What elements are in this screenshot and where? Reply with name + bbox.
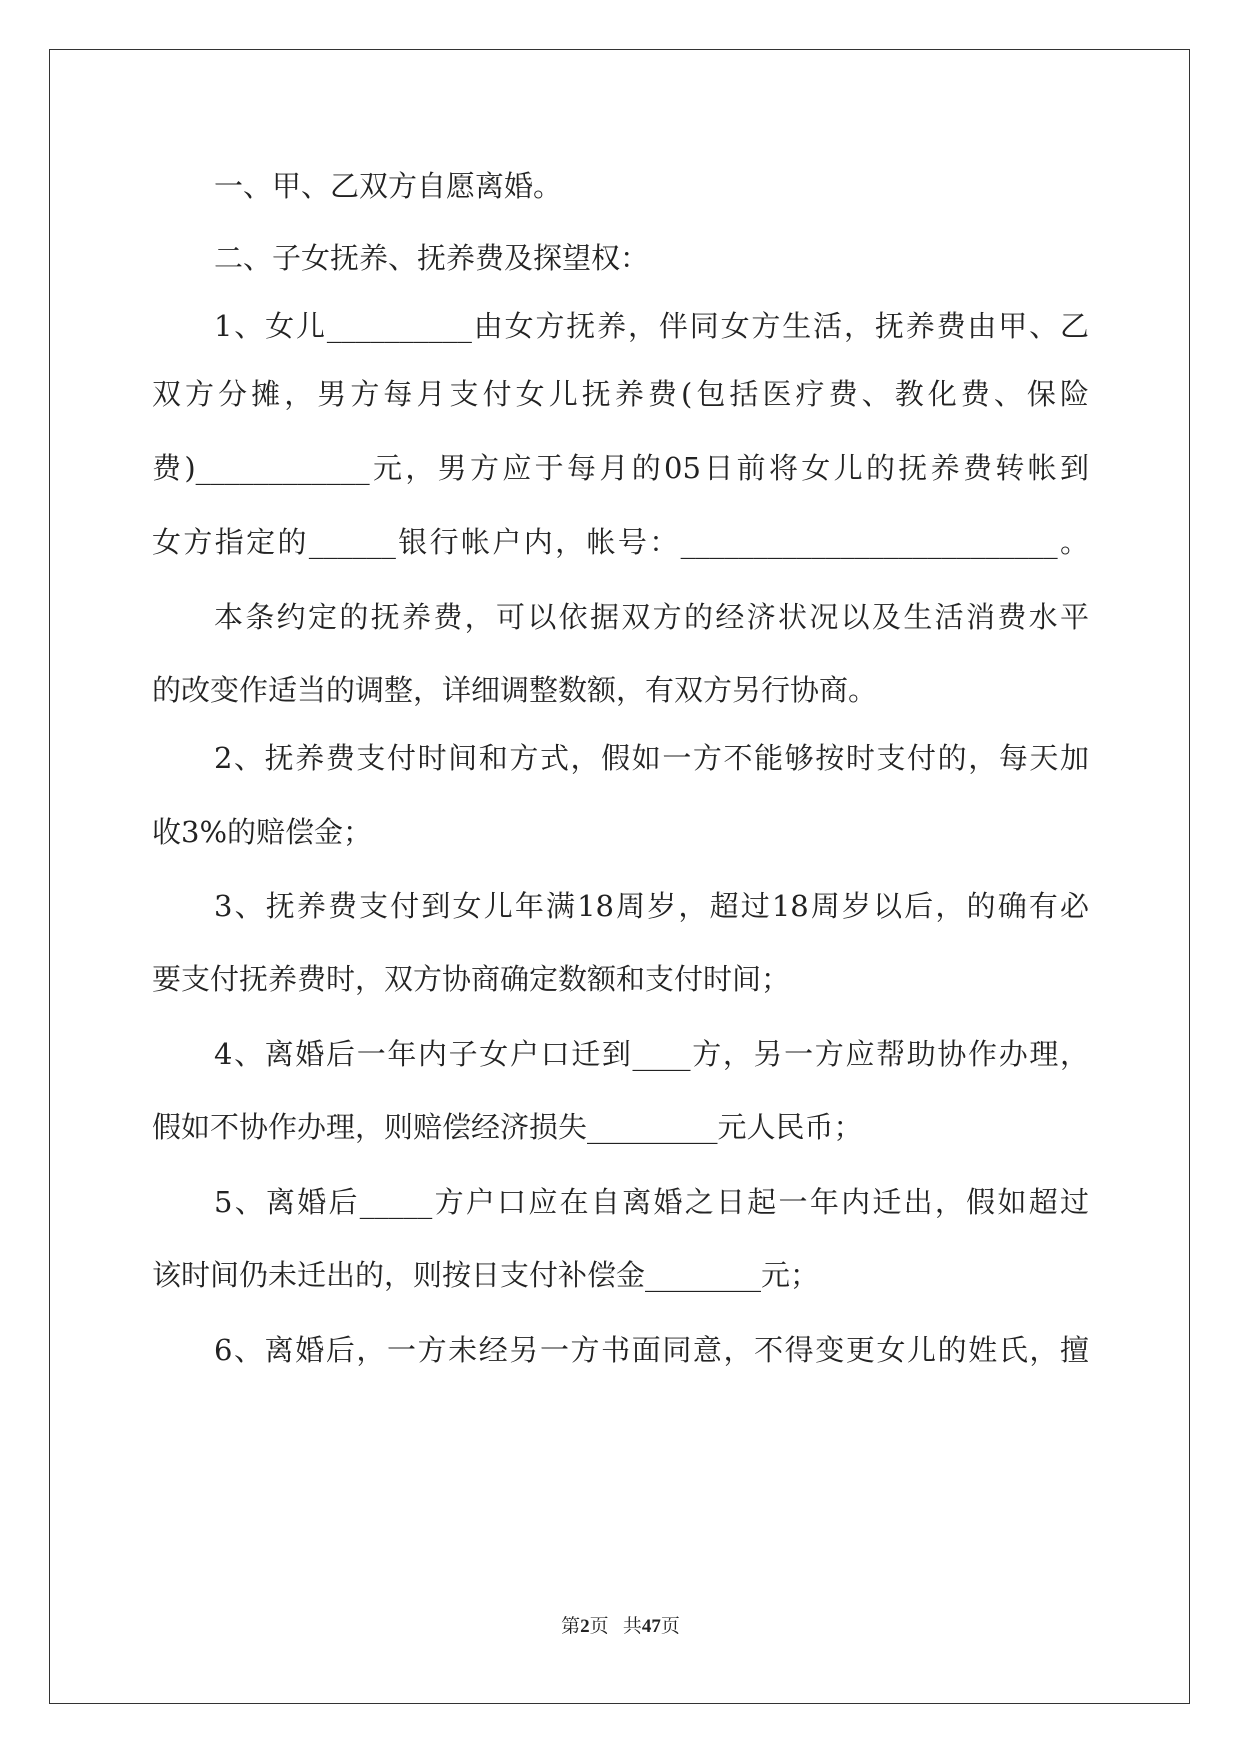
- text-line: 3、抚养费支付到女儿年满18周岁，超过18周岁以后，的确有必: [214, 889, 1089, 923]
- footer-total-prefix: 共: [622, 1616, 642, 1637]
- footer-prefix: 第: [561, 1616, 581, 1637]
- text-line: 费)____________元，男方应于每月的05日前将女儿的抚养费转帐到: [152, 451, 1089, 485]
- text-line: 要支付抚养费时，双方协商确定数额和支付时间；: [152, 962, 791, 996]
- text-line: 6、离婚后，一方未经另一方书面同意，不得变更女儿的姓氏，擅: [214, 1333, 1089, 1367]
- text-line: 1、女儿__________由女方抚养，伴同女方生活，抚养费由甲、乙: [214, 309, 1089, 343]
- text-line: 2、抚养费支付时间和方式，假如一方不能够按时支付的，每天加: [214, 741, 1089, 775]
- text-line: 双方分摊，男方每月支付女儿抚养费(包括医疗费、教化费、保险: [152, 377, 1089, 411]
- page-footer: [0, 1615, 1241, 1639]
- text-line: 女方指定的______银行帐户内，帐号：__________________________。: [152, 525, 1089, 559]
- text-line: 二、子女抚养、抚养费及探望权：: [214, 241, 650, 275]
- text-line: 假如不协作办理，则赔偿经济损失_________元人民币；: [152, 1110, 863, 1144]
- footer-total-unit: 页: [660, 1616, 680, 1637]
- current-page-number: 2: [580, 1616, 590, 1637]
- text-line: 本条约定的抚养费，可以依据双方的经济状况以及生活消费水平: [214, 600, 1089, 634]
- text-line: 收3%的赔偿金；: [152, 815, 373, 849]
- total-pages-number: 47: [641, 1616, 661, 1637]
- page-border: [49, 49, 1190, 1704]
- text-line: 一、甲、乙双方自愿离婚。: [214, 169, 563, 203]
- text-line: 5、离婚后_____方户口应在自离婚之日起一年内迁出，假如超过: [214, 1185, 1089, 1219]
- footer-page-unit: 页: [589, 1616, 609, 1637]
- text-line: 的改变作适当的调整，详细调整数额，有双方另行协商。: [152, 673, 878, 707]
- text-line: 4、离婚后一年内子女户口迁到____方，另一方应帮助协作办理，: [214, 1037, 1089, 1071]
- text-line: 该时间仍未迁出的，则按日支付补偿金________元；: [152, 1258, 820, 1292]
